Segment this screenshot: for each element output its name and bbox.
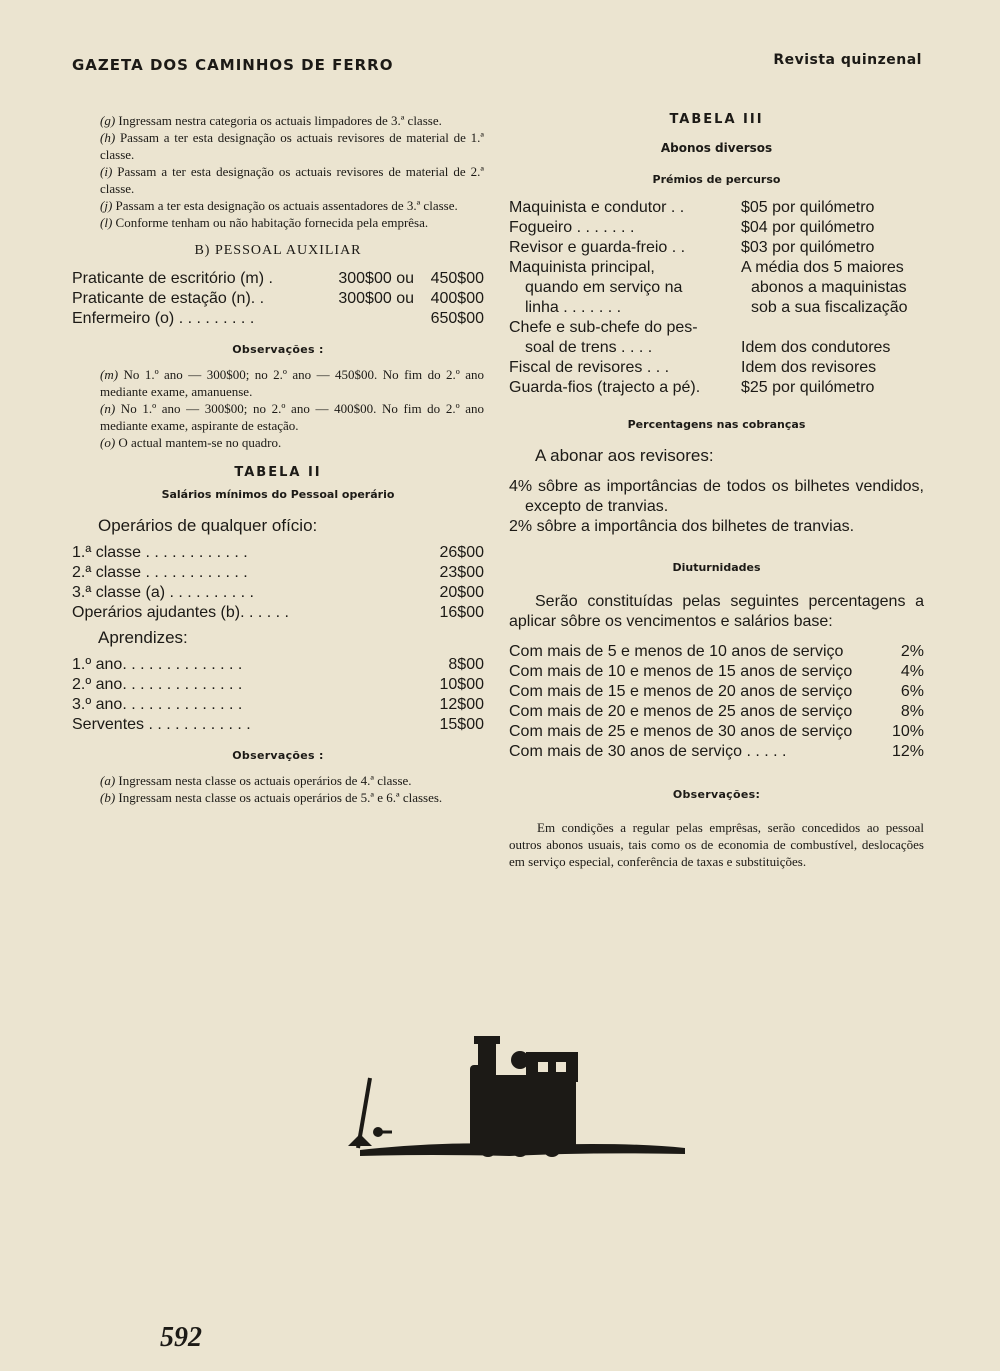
left-column [72,112,484,806]
table-row: Praticante de escritório (m) . 300$00 ou 450$00 [72,270,484,287]
table-row: Serventes . . . . . . . . . . . . 15$00 [72,716,484,733]
table-row: 2.º ano. . . . . . . . . . . . . . 10$00 [72,676,484,693]
percent-item-1: 4% sôbre as importâncias de todos os bilhetes vendidos, excepto de tranvias. [509,478,924,515]
journal-subtitle: Revista quinzenal [773,52,922,68]
observations-heading-3: Observações: [672,788,761,801]
right-column [509,112,924,870]
observations-heading: Observações : [232,343,324,356]
observations-heading-2: Observações : [232,749,324,762]
table-row: Guarda-fios (trajecto a pé). $25 por quilómetro [509,379,875,396]
table-row: 1.º ano. . . . . . . . . . . . . . 8$00 [72,656,484,673]
tabela-ii [72,515,484,735]
tabela-iii-title: TABELA III [669,112,764,127]
diuturnidades [509,592,924,762]
table-row: Fogueiro . . . . . . . $04 por quilómetro [509,219,875,236]
percentagens-lead: A abonar aos revisores: [535,446,714,465]
obs-m: (m) No 1.º ano — 300$00; no 2.º ano — 450$00. No fim do 2.º ano mediante exame, amanuense. [100,367,484,399]
tabela-ii-subtitle: Salários mínimos do Pessoal operário [161,488,395,501]
table-row: Com mais de 20 e menos de 25 anos de serviço 8% [509,703,924,720]
aprendizes-lead: Aprendizes: [98,628,188,647]
notes-top [72,112,484,231]
table-row: Com mais de 10 e menos de 15 anos de serviço 4% [509,663,924,680]
table-row: Com mais de 15 e menos de 20 anos de serviço 6% [509,683,924,700]
percent-item-2: 2% sôbre a importância dos bilhetes de tranvias. [509,518,855,535]
observations-2 [72,772,484,806]
observations-1 [72,366,484,451]
table-row: 3.ª classe (a) . . . . . . . . . . 20$00 [72,584,484,601]
auxiliar-heading: B) PESSOAL AUXILIAR [194,243,362,258]
note-h: (h) Passam a ter esta designação os actuais revisores de material de 1.ª classe. [100,130,484,162]
diuturnidades-heading: Diuturnidades [672,561,761,574]
table-row: Praticante de estação (n). . 300$00 ou 400$00 [72,290,484,307]
obs-b: (b) Ingressam nesta classe os actuais operários de 5.ª e 6.ª classes. [100,790,443,805]
note-l: (l) Conforme tenham ou não habitação fornecida pela emprêsa. [100,215,429,230]
table-row: Com mais de 5 e menos de 10 anos de serviço 2% [509,643,924,660]
auxiliar-table [72,269,484,329]
note-i: (i) Passam a ter esta designação os actuais revisores de material de 2.ª classe. [100,164,484,196]
table-row: Com mais de 30 anos de serviço . . . . . 12% [509,743,924,760]
note-j: (j) Passam a ter esta designação os actuais assentadores de 3.ª classe. [100,198,458,213]
obs-o: (o) O actual mantem-se no quadro. [100,435,282,450]
premios-heading: Prémios de percurso [652,173,781,186]
locomotive-illustration [330,1020,690,1170]
premios-table [509,198,924,398]
note-g: (g) Ingressam nestra categoria os actuais limpadores de 3.ª classe. [100,113,442,128]
table-row: Fiscal de revisores . . . Idem dos revisores [509,359,877,376]
table-row: Maquinista principal, quando em serviço na linha . . . . . . . A média dos 5 maiores abonos a maquinistas sob a sua fiscalização [509,259,908,316]
percentagens-heading: Percentagens nas cobranças [627,418,806,431]
obs-a: (a) Ingressam nesta classe os actuais operários de 4.ª classe. [100,773,412,788]
tabela-iii-subtitle: Abonos diversos [660,141,773,155]
table-row: 1.ª classe . . . . . . . . . . . . 26$00 [72,544,484,561]
table-row: Revisor e guarda-freio . . $03 por quilómetro [509,239,875,256]
table-row: Enfermeiro (o) . . . . . . . . . 650$00 [72,310,484,327]
diut-intro: Serão constituídas pelas seguintes percentagens a aplicar sôbre os vencimentos e salários base: [509,593,924,630]
table-row: Operários ajudantes (b). . . . . . 16$00 [72,604,484,621]
journal-title: GAZETA DOS CAMINHOS DE FERRO [72,56,394,74]
obs-n: (n) No 1.º ano — 300$00; no 2.º ano — 400$00. No fim do 2.º ano mediante exame, aspirante de estação. [100,401,484,433]
tabela-ii-lead: Operários de qualquer ofício: [98,516,318,535]
tabela-ii-title: TABELA II [234,465,322,480]
table-row: 2.ª classe . . . . . . . . . . . . 23$00 [72,564,484,581]
table-row: Maquinista e condutor . . $05 por quilómetro [509,199,875,216]
page-number: 592 [160,1322,202,1353]
table-row: Com mais de 25 e menos de 30 anos de serviço 10% [509,723,924,740]
table-row: 3.º ano. . . . . . . . . . . . . . 12$00 [72,696,484,713]
observations-3: Em condições a regular pelas emprêsas, serão concedidos ao pessoal outros abonos usuais, tais como os de economia de combustível, deslocações em serviço especial, conferência de taxas e substituições. [509,820,924,869]
table-row: Chefe e sub-chefe do pes- soal de trens . . . . Idem dos condutores [509,319,891,356]
percentagens [509,445,924,537]
